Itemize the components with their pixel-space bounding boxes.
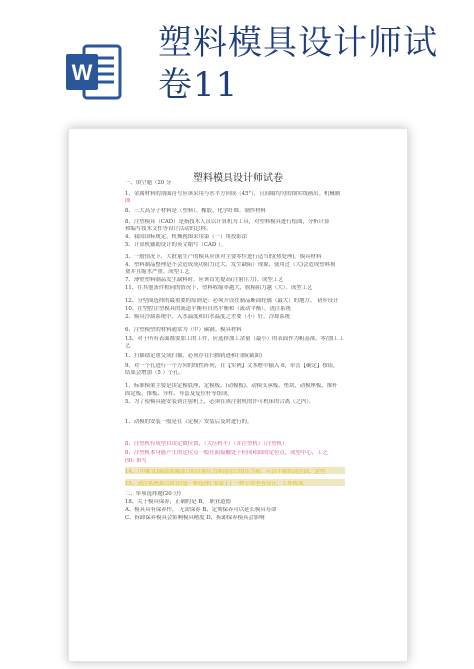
page-title [158,22,468,106]
header-banner [0,0,474,118]
document-preview [68,128,408,662]
document-line: 9、对一个孔进行一个方向的线性阵列，在【实例】文本框中输入 6，单击【确定】按钮， [125,363,339,369]
document-line: 图 [125,198,131,204]
document-line: 3、一般情况下，大批量生产的模具应该对主要零件进行适当的(热处理)。模具材料 [125,254,322,260]
document-line: 7、薄壁塑料制品发生缺料时，应该首先提高(注射压力)。成型工艺 [125,277,284,283]
document-line: 一、填空题（20 分 [125,180,172,186]
title-line-2: 卷11 [158,65,239,105]
document-line: 8、注塑机有成型自由定数位置，（大压机不）（并注塑机）（注塑机） [125,441,288,447]
document-title: 塑料模具设计师试卷 [193,173,283,184]
document-line: 结果会增加（5 ）个孔。 [125,370,185,376]
document-line: 12、分型面选择的最重要的原则是：必须开设在制品断面轮廓（最大）的地方。 初步设计 [125,298,339,304]
document-line: 8、注塑模具（CAD）是指技术人员以计算机为工具，对塑料模具进行绘图，分析计算 [125,219,330,225]
svg-text:W: W [71,60,93,85]
document-line: 二、单项选择题(20 分) [125,491,181,497]
document-line: 1、标准模架主要是由定模底座、定模板、(动模板)、动模支承板、垫块、动模座板、推杆 [125,383,338,389]
document-line: 15、浇注系统拼合时在(第一种选择) 安装 ( ) 一种专用型者设计，工作机床 [125,481,304,487]
document-line: 5、计算机辅助设计的英文缩写（CAD ）。 [125,242,227,248]
document-line: 和编写技术文件等设计活动的总称。 [125,226,212,232]
document-line: 8、三大高分子材料是（塑料）、橡胶、化学纤维。制作材料 [125,208,266,214]
document-line: 14、（中断式)流道金属浇口的注射压力和浇注口的压力和，可以不解的浇注面。定型 [125,469,326,475]
document-line: 18、关于模具保养，正确的是 B。 职业道德 [125,499,231,505]
document-line: 6、注塑模塑的材料通常为（中）碳钢。模具材料 [125,327,242,333]
document-line: 11、在其他条件相同的情况下，塑料收缩率越大，脱模阻力越（大）。成型工艺 [125,285,313,291]
document-line: C、拆卸保养模具会影响模具精度 D、拆卸保养模具会影响 [125,515,265,521]
document-line: 8、注塑机本身能产生的定位点一般在面接触处于但闭和面的定位点，成型中心，工艺 [125,450,328,456]
document-line: 10、在型腔注塑模具的流道平衡有自然平衡和（流动平衡）。浇注系统 [125,306,291,312]
document-line: 13、对于所有表面都要加工的工件，应选择加工余量（最小）的表面作为粗基准。零/加工工 [125,336,344,342]
document-line: (9): 填写 [125,458,147,464]
document-line: 1、动模的安装一般是在（定模）安装后及时进行的。 [125,419,253,425]
document-line: 1、金属材料的剖面符号应该采用与水平方向成（45°），且间隔均匀的细实线画出。机械制 [125,191,341,197]
document-line: 5、为了使模具能安装到注射机上，必须在该注射机的许可机床的合离（之内）。 [125,399,315,405]
document-line: 2、模具冷却系统中，入水温度和出水温度之差要（小）好。冷却系统 [125,314,291,320]
document-line: 艺 [125,343,131,349]
document-line: A、模具具有保养作， 无需保养 B、定期保养可以延长模具寿命 [125,507,277,513]
document-line: 固定板、推板、导柱、导套及复位杆等组成。 [125,391,233,397]
document-line: 4、塑料制品整理是不会造成成功阻力过大、发生缺陷）现象，使用过（大)会造成塑料损 [125,262,336,268]
word-document-icon [64,42,124,102]
title-line-1: 塑料模具设计师试 [158,23,438,63]
document-line: 费并且缩水严重。成型工艺 [125,269,190,275]
document-line: 4、我国国标规定，机械视图采用第（一）角投影法 [125,234,248,240]
document-line: 1、扫描锁定重交成扫描，必须存在扫描轨迹和扫描(截面) [125,353,263,359]
